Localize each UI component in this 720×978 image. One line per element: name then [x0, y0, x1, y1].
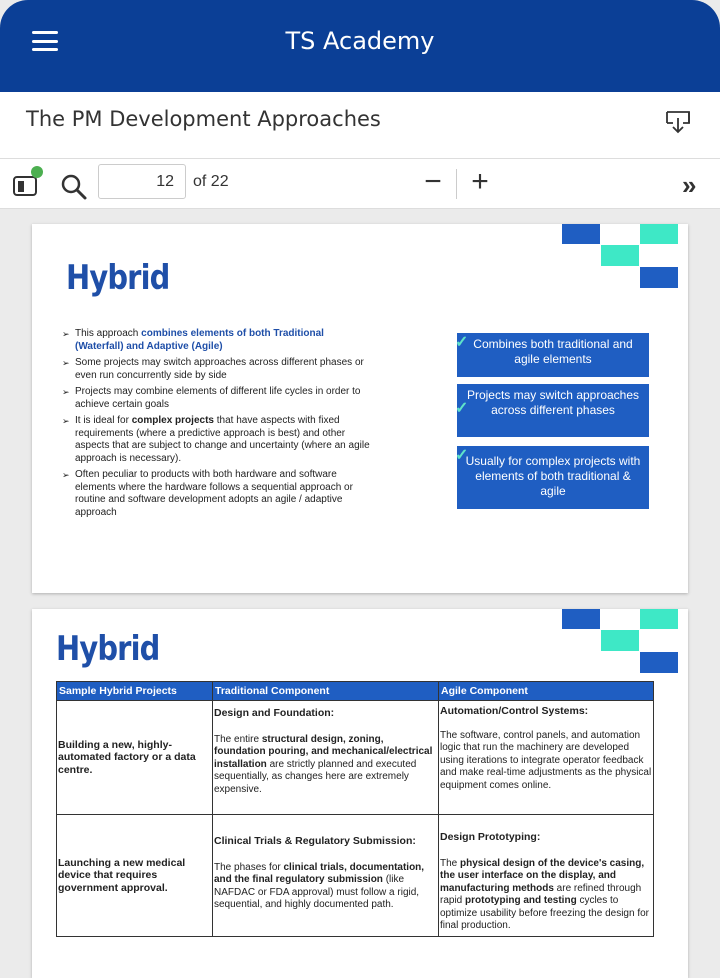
bullet-item: ➢ Often peculiar to products with both hardware and software elements where the hardware follows a sequential approach or routine and software development adopts an agile / adaptive approach: [62, 469, 374, 519]
summary-box: ✓ Combines both traditional and agile elements: [457, 333, 649, 377]
table-row: [57, 815, 654, 937]
agile-cell: Automation/Control Systems: The software, control panels, and automation logic that run the machinery are developed using iterations to integrate operator feedback and make real-time adjustments as the physical equipment comes online.: [439, 701, 654, 815]
bullet-item: ➢ Projects may combine elements of different life cycles in order to achieve certain goals: [62, 386, 374, 411]
search-icon[interactable]: [60, 173, 88, 201]
pdf-page: [32, 609, 688, 978]
table-header: Traditional Component: [213, 682, 439, 701]
decorative-squares: [560, 609, 688, 675]
zoom-in-button[interactable]: +: [471, 165, 489, 198]
pdf-page: [32, 224, 688, 593]
page-total-label: of 22: [193, 173, 229, 190]
bullet-list: [62, 328, 374, 523]
pdf-toolbar: [0, 159, 720, 209]
slide-title: Hybrid: [56, 629, 160, 669]
decorative-squares: [560, 224, 688, 290]
download-icon[interactable]: [664, 108, 692, 136]
summary-box: ✓ Projects may switch approaches across different phases: [457, 384, 649, 437]
traditional-cell: Design and Foundation: The entire structural design, zoning, foundation pouring, and mechanical/electrical installation are strictly planned and executed sequentially, as changes here are extremely expensive.: [213, 701, 439, 815]
hybrid-projects-table: [56, 681, 654, 937]
table-header: Sample Hybrid Projects: [57, 682, 213, 701]
notification-dot: [31, 166, 43, 178]
project-cell: Launching a new medical device that requires government approval.: [57, 815, 213, 937]
summary-box: ✓ Usually for complex projects with elements of both traditional & agile: [457, 446, 649, 509]
document-title: The PM Development Approaches: [26, 107, 381, 131]
more-options-icon[interactable]: »: [682, 170, 691, 200]
zoom-out-button[interactable]: −: [424, 165, 442, 198]
app-bar: [0, 0, 720, 92]
table-header: Agile Component: [439, 682, 654, 701]
table-row: [57, 701, 654, 815]
checkmark-icon: ✓: [455, 447, 469, 464]
checkmark-icon: ✓: [455, 334, 469, 351]
zoom-divider: [456, 169, 457, 199]
checkmark-icon: ✓: [455, 400, 469, 417]
bullet-item: ➢ This approach combines elements of both Traditional (Waterfall) and Adaptive (Agile): [62, 328, 374, 353]
app-title: TS Academy: [285, 27, 435, 55]
bullet-item: ➢ Some projects may switch approaches across different phases or even run concurrently side by side: [62, 357, 374, 382]
agile-cell: Design Prototyping: The physical design of the device's casing, the user interface on the display, and manufacturing methods are refined through rapid prototyping and testing cycles to optimize usability before freezing the design for final production.: [439, 815, 654, 937]
page-number-input[interactable]: 12: [98, 164, 186, 199]
bullet-item: ➢ It is ideal for complex projects that have aspects with fixed requirements (where a predictive approach is best) and other aspects that are subject to change and uncertainty (where an agile approach is necessary).: [62, 415, 374, 465]
project-cell: Building a new, highly-automated factory or a data centre.: [57, 701, 213, 815]
slide-title: Hybrid: [66, 258, 170, 298]
document-header: [0, 92, 720, 159]
traditional-cell: Clinical Trials & Regulatory Submission: The phases for clinical trials, documentation, and the final regulatory submission (like NAFDAC or FDA approval) must follow a rigid, sequential, and highly documented path.: [213, 815, 439, 937]
